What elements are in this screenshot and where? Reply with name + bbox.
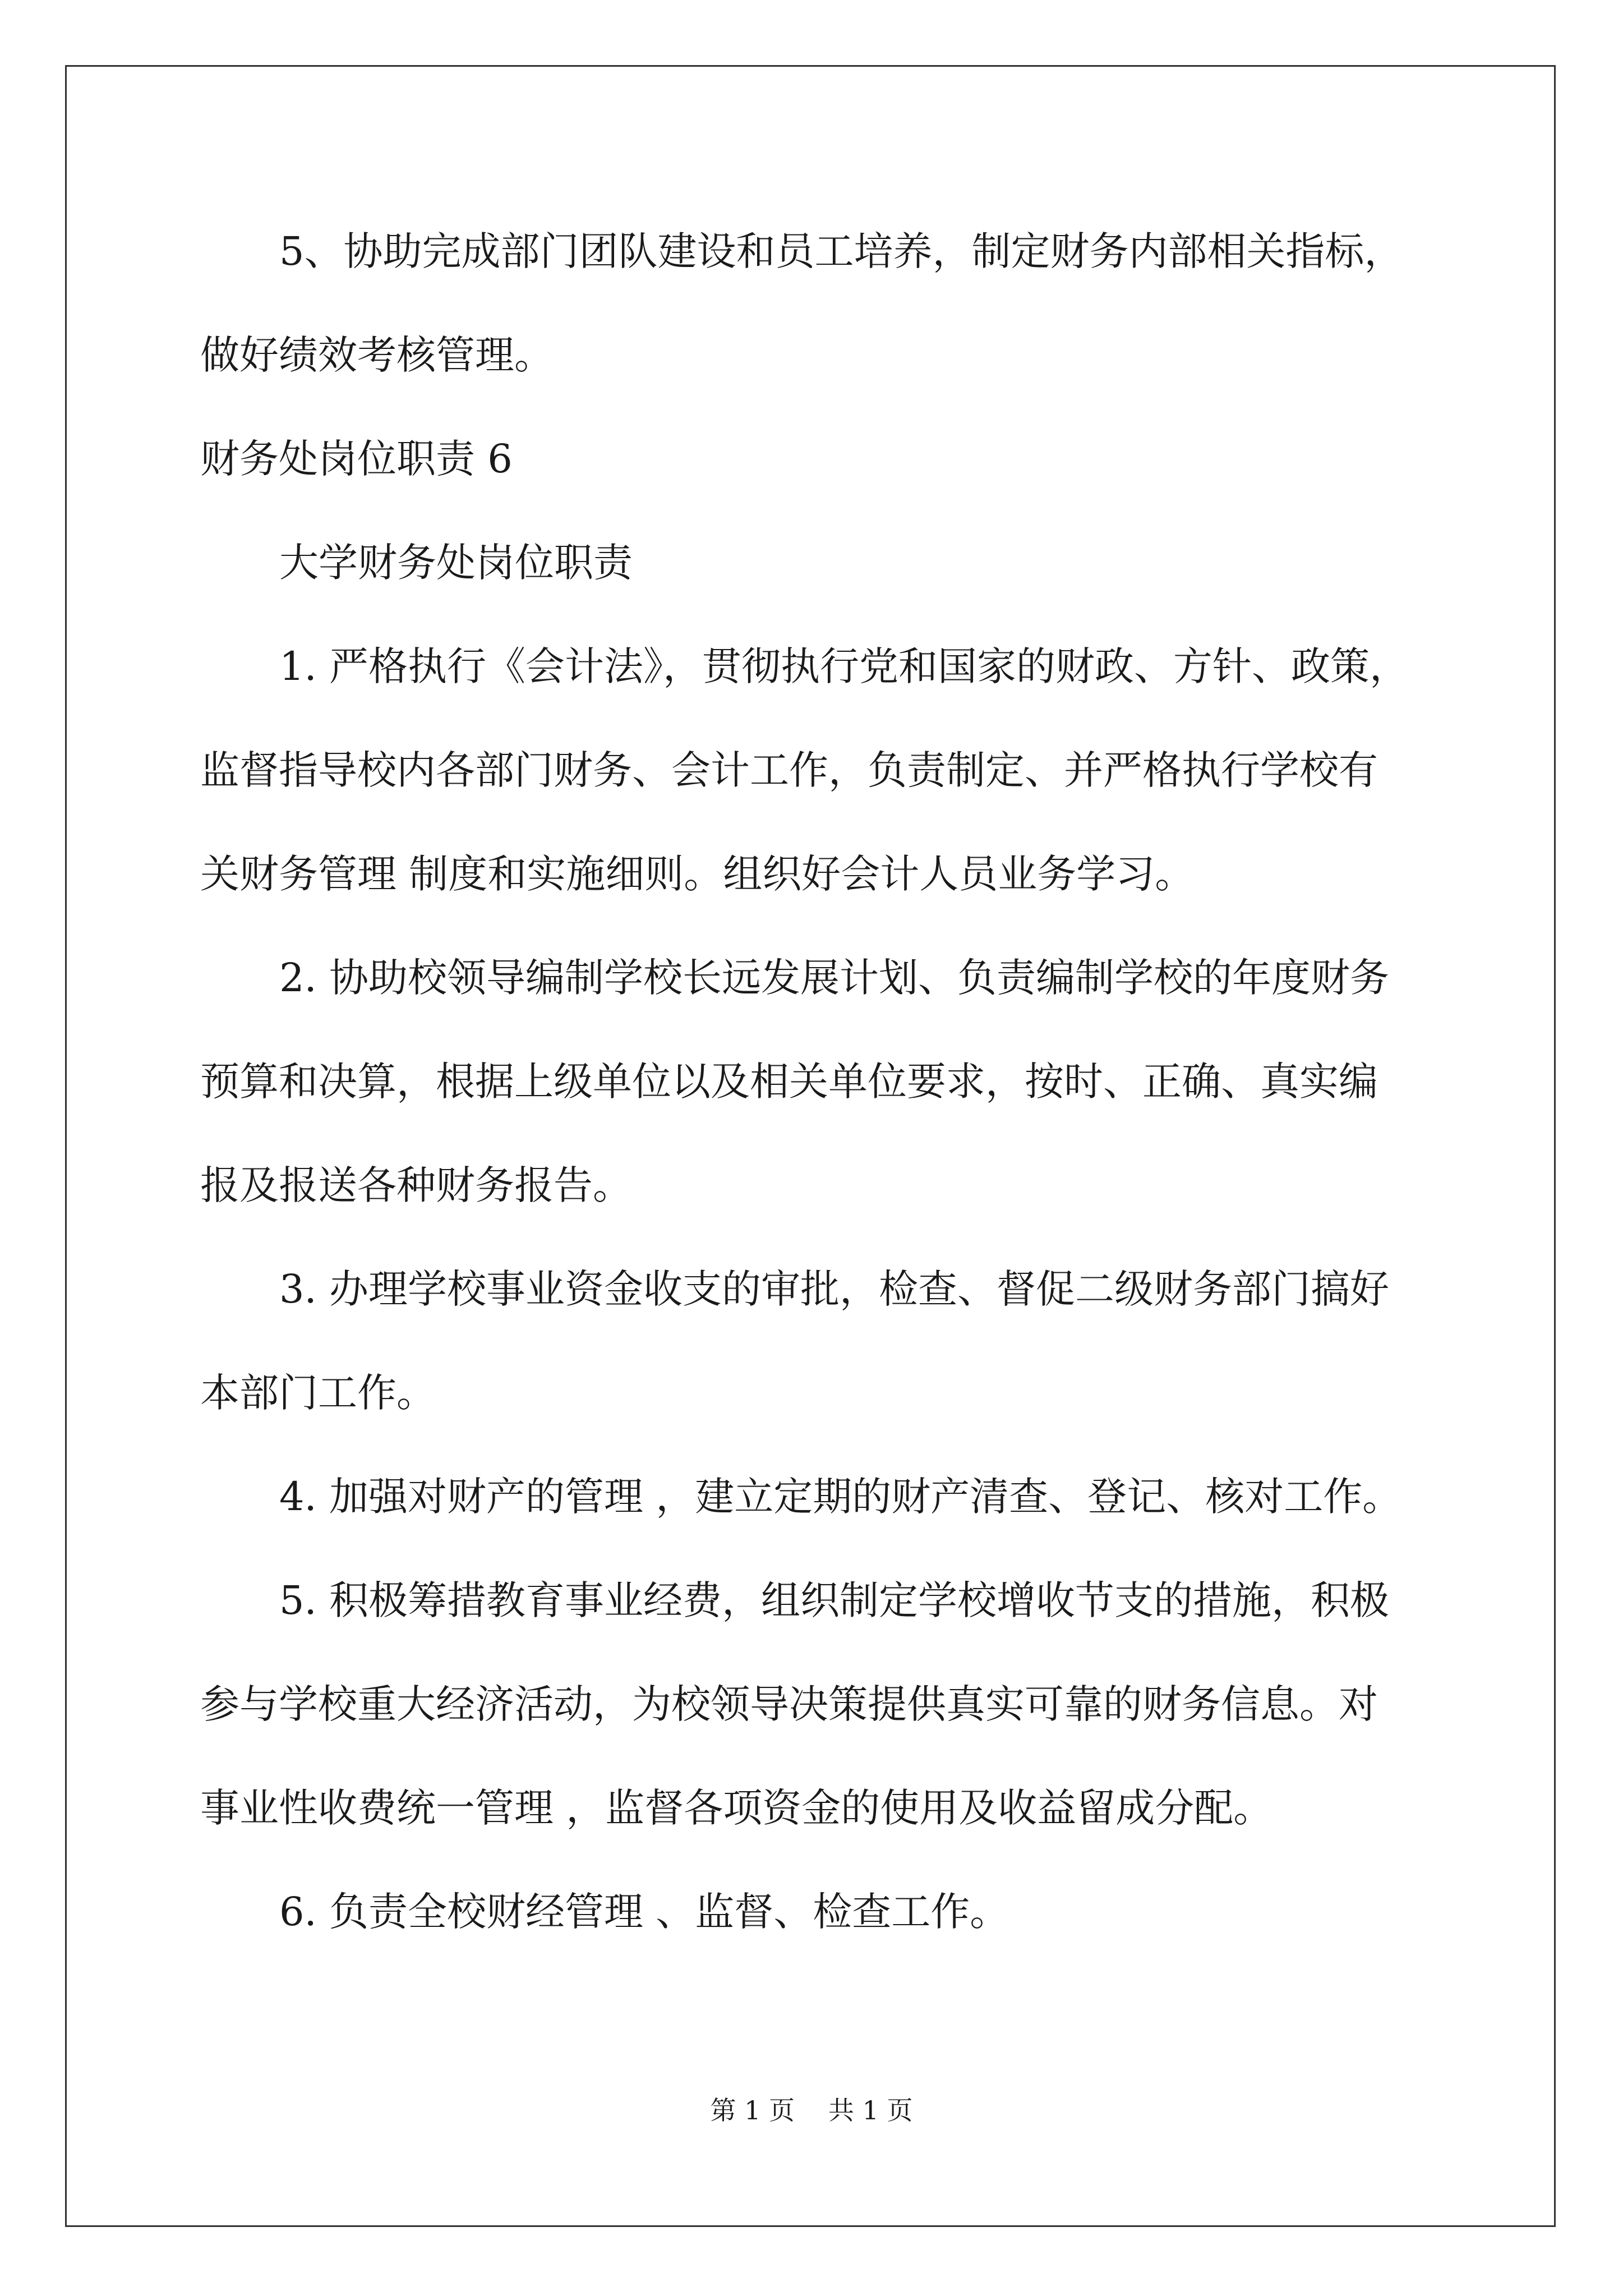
paragraph-line: 事业性收费统一管理 ，监督各项资金的使用及收益留成分配。 (200, 1785, 1273, 1831)
paragraph-line: 3. 办理学校事业资金收支的审批，检查、督促二级财务部门搞好 (279, 1266, 1390, 1312)
paragraph-line: 报及报送各种财务报告。 (200, 1162, 632, 1208)
paragraph-line: 5. 积极筹措教育事业经费，组织制定学校增收节支的措施，积极 (279, 1577, 1390, 1623)
page-number-current: 第 1 页 (710, 2095, 795, 2125)
paragraph-line: 2. 协助校领导编制学校长远发展计划、负责编制学校的年度财务 (279, 955, 1390, 1001)
section-subtitle: 大学财务处岗位职责 (279, 540, 633, 586)
paragraph-line: 5、协助完成部门团队建设和员工培养，制定财务内部相关指标， (279, 228, 1404, 274)
paragraph-line: 参与学校重大经济活动，为校领导决策提供真实可靠的财务信息。对 (200, 1681, 1378, 1727)
paragraph-line: 6. 负责全校财经管理 、监督、检查工作。 (279, 1889, 1009, 1935)
page-footer (0, 2097, 1623, 2123)
paragraph-line: 本部门工作。 (200, 1370, 436, 1416)
paragraph-line: 关财务管理 制度和实施细则。组织好会计人员业务学习。 (200, 851, 1195, 897)
paragraph-line: 监督指导校内各部门财务、会计工作，负责制定、并严格执行学校有 (200, 747, 1378, 793)
section-heading: 财务处岗位职责 6 (200, 436, 513, 482)
paragraph-line: 1. 严格执行《会计法》，贯彻执行党和国家的财政、方针、政策， (279, 643, 1409, 689)
paragraph-line: 预算和决算，根据上级单位以及相关单位要求，按时、正确、真实编 (200, 1059, 1378, 1105)
paragraph-line: 做好绩效考核管理。 (200, 332, 554, 378)
page-number-total: 共 1 页 (828, 2095, 913, 2125)
paragraph-line: 4. 加强对财产的管理 ，建立定期的财产清查、登记、核对工作。 (279, 1474, 1402, 1520)
